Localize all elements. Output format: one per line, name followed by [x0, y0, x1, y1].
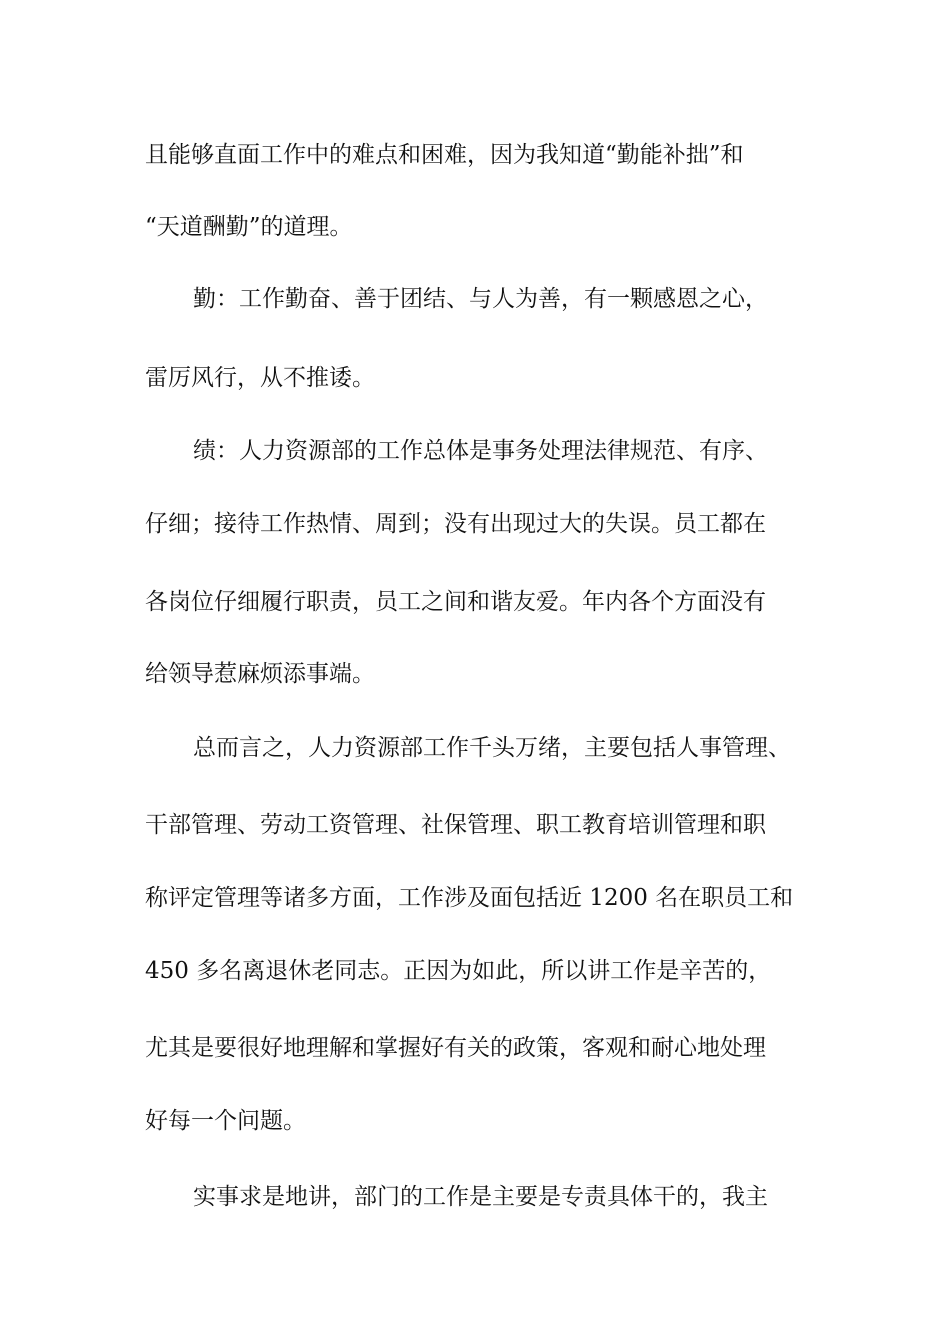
text-line-12: 450 多名离退休老同志。正因为如此，所以讲工作是辛苦的，	[145, 958, 772, 984]
text-line-10: 干部管理、劳动工资管理、社保管理、职工教育培训管理和职	[145, 812, 766, 838]
text-line-1: 且能够直面工作中的难点和困难，因为我知道“勤能补拙”和	[145, 142, 744, 168]
paragraph-start-conclusion: 实事求是地讲，部门的工作是主要是专责具体干的，我主	[193, 1184, 768, 1210]
text-line-13: 尤其是要很好地理解和掌握好有关的政策，客观和耐心地处理	[145, 1035, 766, 1061]
paragraph-start-ji: 绩：人力资源部的工作总体是事务处理法律规范、有序、	[193, 438, 768, 464]
text-line-6: 仔细；接待工作热情、周到；没有出现过大的失误。员工都在	[145, 511, 766, 537]
text-line-8: 给领导惹麻烦添事端。	[145, 661, 375, 687]
text-line-7: 各岗位仔细履行职责，员工之间和谐友爱。年内各个方面没有	[145, 589, 766, 615]
paragraph-start-qin: 勤：工作勤奋、善于团结、与人为善，有一颗感恩之心，	[193, 286, 768, 312]
text-line-2: “天道酬勤”的道理。	[145, 214, 353, 240]
text-line-14: 好每一个问题。	[145, 1108, 306, 1134]
text-line-11: 称评定管理等诸多方面，工作涉及面包括近 1200 名在职员工和	[145, 885, 794, 911]
paragraph-start-summary: 总而言之，人力资源部工作千头万绪，主要包括人事管理、	[193, 735, 791, 761]
text-line-4: 雷厉风行，从不推诿。	[145, 365, 375, 391]
